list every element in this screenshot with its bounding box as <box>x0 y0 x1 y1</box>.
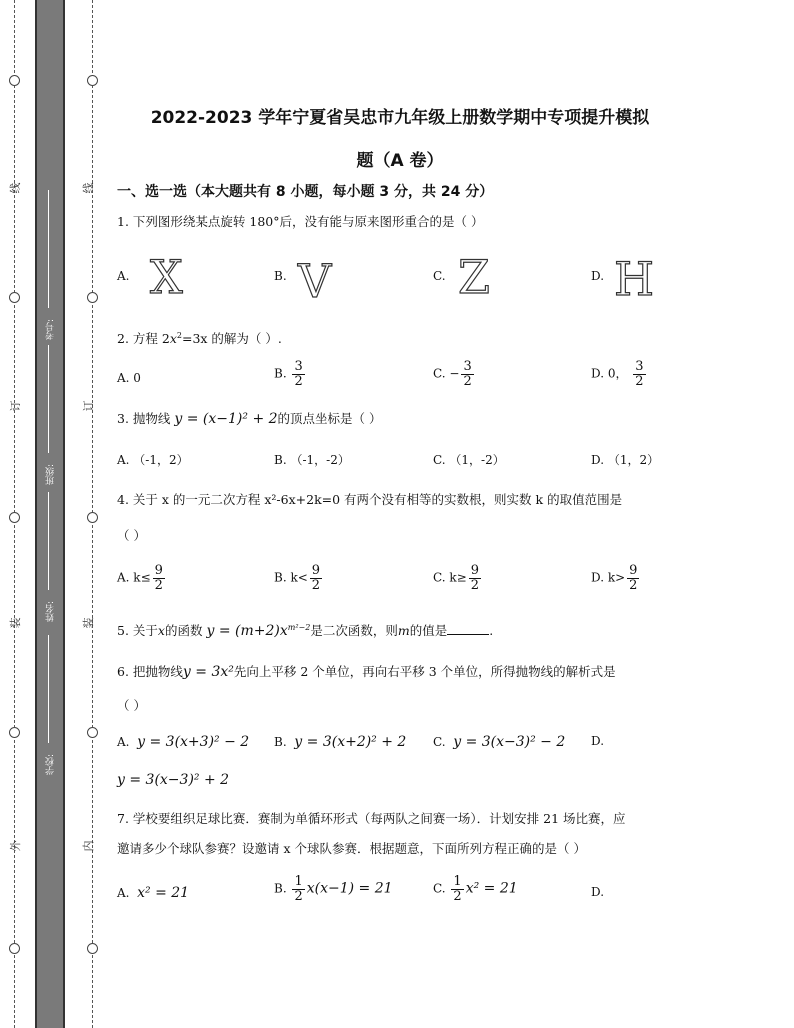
option-d[interactable]: D. （1，2） <box>591 453 660 467</box>
question-7: 7. 学校要组织足球比赛．赛制为单循环形式（每两队之间赛一场）．计划安排 21 场比赛，应 <box>117 811 626 826</box>
option-b[interactable] <box>274 875 393 903</box>
option-b[interactable] <box>274 734 406 750</box>
field-label: 学校: <box>46 753 56 775</box>
q5-text-post2: 的值是 <box>409 623 448 638</box>
option-label[interactable]: C. <box>433 269 446 283</box>
option-d-formula[interactable] <box>117 772 229 788</box>
section-heading: 一、选一选（本大题共有 8 小题，每小题 3 分，共 24 分） <box>117 184 494 200</box>
binding-hole <box>87 943 98 954</box>
name-field[interactable] <box>38 492 62 622</box>
denominator: 2 <box>311 577 321 593</box>
binding-hole <box>9 75 20 86</box>
option-a[interactable]: A. （-1，2） <box>117 453 189 467</box>
q2-exp: 2 <box>176 330 182 340</box>
question-4-line2: （ ） <box>117 528 146 543</box>
fraction <box>292 360 304 388</box>
q2-var: x <box>169 331 177 346</box>
question-2 <box>117 329 282 347</box>
binding-hole <box>87 292 98 303</box>
q6-text-pre: 6. 把抛物线 <box>117 664 183 679</box>
numerator: 3 <box>635 359 644 374</box>
question-3 <box>117 409 382 427</box>
minus-sign: − <box>449 366 460 381</box>
option-b[interactable]: B. （-1，-2） <box>274 453 350 467</box>
denominator: 2 <box>453 888 462 904</box>
fraction <box>310 564 322 592</box>
option-label: D. k> <box>591 570 626 585</box>
question-5 <box>117 621 493 639</box>
fraction <box>292 875 304 903</box>
letter-figure-x: X <box>150 250 183 304</box>
binding-hole <box>9 727 20 738</box>
option-formula: x² = 21 <box>465 880 518 897</box>
binding-char: 内 <box>82 840 95 852</box>
option-label[interactable]: D. <box>591 269 605 283</box>
option-formula: x(x−1) = 21 <box>306 880 393 897</box>
q5-text-mid: 的函数 <box>164 623 203 638</box>
option-label: B. <box>274 735 287 749</box>
question-7-line2: 邀请多少个球队参赛？设邀请 x 个球队参赛．根据题意，下面所列方程正确的是（ ） <box>117 841 586 856</box>
option-label: B. <box>274 366 287 381</box>
q5-formula: y = (m+2)x <box>206 623 288 639</box>
fraction <box>153 564 165 592</box>
question-1: 1. 下列图形绕某点旋转 180°后，没有能与原来图形重合的是（ ） <box>117 214 484 229</box>
option-b[interactable] <box>274 564 324 592</box>
option-label: C. <box>433 881 446 896</box>
denominator: 2 <box>154 577 163 593</box>
option-c[interactable] <box>433 360 476 388</box>
exam-number-field[interactable] <box>38 190 62 340</box>
option-label: B. <box>274 881 287 896</box>
fraction <box>451 875 463 903</box>
numerator: 9 <box>311 563 321 578</box>
option-formula: y = 3(x−3)² + 2 <box>117 772 230 788</box>
numerator: 1 <box>294 874 303 889</box>
binding-char: 线 <box>82 182 95 194</box>
binding-char: 订 <box>82 400 95 412</box>
option-label[interactable]: A. <box>117 269 130 283</box>
q5-var2: m <box>397 623 410 638</box>
option-formula: y = 3(x−3)² − 2 <box>453 734 566 750</box>
denominator: 2 <box>629 577 638 593</box>
binding-hole <box>87 75 98 86</box>
field-label: 班级: <box>46 463 56 485</box>
letter-figure-v: V <box>298 254 332 308</box>
q3-text-pre: 3. 抛物线 <box>117 411 171 426</box>
binding-char: 外 <box>9 840 22 852</box>
fraction <box>469 564 481 592</box>
q6-text-post: 先向上平移 2 个单位，再向右平移 3 个单位，所得抛物线的解析式是 <box>233 664 616 679</box>
option-label: C. <box>433 366 446 381</box>
binding-hole <box>87 512 98 523</box>
school-field[interactable] <box>38 635 62 775</box>
numerator: 9 <box>154 563 163 578</box>
binding-char: 订 <box>9 400 22 412</box>
q5-var: x <box>157 623 165 638</box>
fill-line <box>48 190 49 308</box>
fill-line <box>48 345 49 453</box>
option-formula: x² = 21 <box>137 885 190 901</box>
question-6-line2: （ ） <box>117 698 146 713</box>
option-a[interactable]: A. 0 <box>117 371 141 385</box>
letter-figure-z: Z <box>458 250 490 304</box>
option-label: A. k≤ <box>117 570 151 585</box>
binding-char: 装 <box>82 617 95 629</box>
q5-text-post1: 是二次函数，则 <box>310 623 398 638</box>
option-label: A. <box>117 735 130 749</box>
q2-text-pre: 2. 方程 2 <box>117 331 170 346</box>
numerator: 1 <box>453 874 462 889</box>
option-d[interactable] <box>591 360 648 388</box>
denominator: 2 <box>470 577 479 593</box>
denominator: 2 <box>463 373 472 389</box>
answer-blank[interactable] <box>447 634 489 635</box>
option-c[interactable] <box>433 564 483 592</box>
option-a[interactable] <box>117 885 189 901</box>
numerator: 9 <box>629 563 638 578</box>
option-label: A. <box>117 886 130 900</box>
page-title: 2022-2023 学年宁夏省吴忠市九年级上册数学期中专项提升模拟 <box>150 108 650 128</box>
binding-hole <box>9 943 20 954</box>
q5-text-end: . <box>489 623 494 638</box>
denominator: 2 <box>635 373 644 389</box>
option-label[interactable]: B. <box>274 269 287 283</box>
option-label: D. 0， <box>591 366 628 381</box>
class-field[interactable] <box>38 345 62 485</box>
fill-line <box>48 492 49 590</box>
binding-char: 线 <box>9 182 22 194</box>
question-6 <box>117 662 616 680</box>
option-label: B. k< <box>274 570 308 585</box>
option-c[interactable] <box>433 875 518 903</box>
binding-hole <box>9 512 20 523</box>
option-formula: y = 3(x+2)² + 2 <box>294 734 407 750</box>
option-b[interactable] <box>274 360 307 388</box>
denominator: 2 <box>294 373 303 389</box>
denominator: 2 <box>294 888 303 904</box>
page-title-continued: 题（A 卷） <box>356 151 444 171</box>
letter-figure-h: H <box>614 252 655 306</box>
numerator: 9 <box>470 563 479 578</box>
option-d[interactable] <box>591 564 641 592</box>
option-a[interactable] <box>117 734 249 750</box>
numerator: 3 <box>294 359 303 374</box>
q2-text-post: =3x 的解为（ ）. <box>181 331 282 346</box>
q5-text-pre: 5. 关于 <box>117 623 158 638</box>
option-d[interactable]: D. <box>591 734 605 748</box>
option-c[interactable] <box>433 734 565 750</box>
option-d[interactable]: D. <box>591 885 605 899</box>
numerator: 3 <box>463 359 472 374</box>
q5-exp: m²−2 <box>287 622 311 632</box>
field-label: 姓名: <box>46 600 56 622</box>
q6-formula: y = 3x² <box>182 664 234 680</box>
option-label: C. k≥ <box>433 570 467 585</box>
q3-text-post: 的顶点坐标是（ ） <box>277 411 382 426</box>
fill-line <box>48 635 49 743</box>
binding-hole <box>87 727 98 738</box>
fraction <box>627 564 639 592</box>
option-formula: y = 3(x+3)² − 2 <box>137 734 250 750</box>
fraction <box>461 360 473 388</box>
option-a[interactable] <box>117 564 167 592</box>
binding-char: 装 <box>9 617 22 629</box>
binding-hole <box>9 292 20 303</box>
q3-formula: y = (x−1)² + 2 <box>174 411 278 427</box>
option-c[interactable]: C. （1，-2） <box>433 453 505 467</box>
option-label: C. <box>433 735 446 749</box>
field-label: 考号: <box>46 318 56 340</box>
question-4: 4. 关于 x 的一元二次方程 x²-6x+2k=0 有两个没有相等的实数根，则实数 k 的取值范围是 <box>117 492 623 507</box>
fraction <box>633 360 645 388</box>
